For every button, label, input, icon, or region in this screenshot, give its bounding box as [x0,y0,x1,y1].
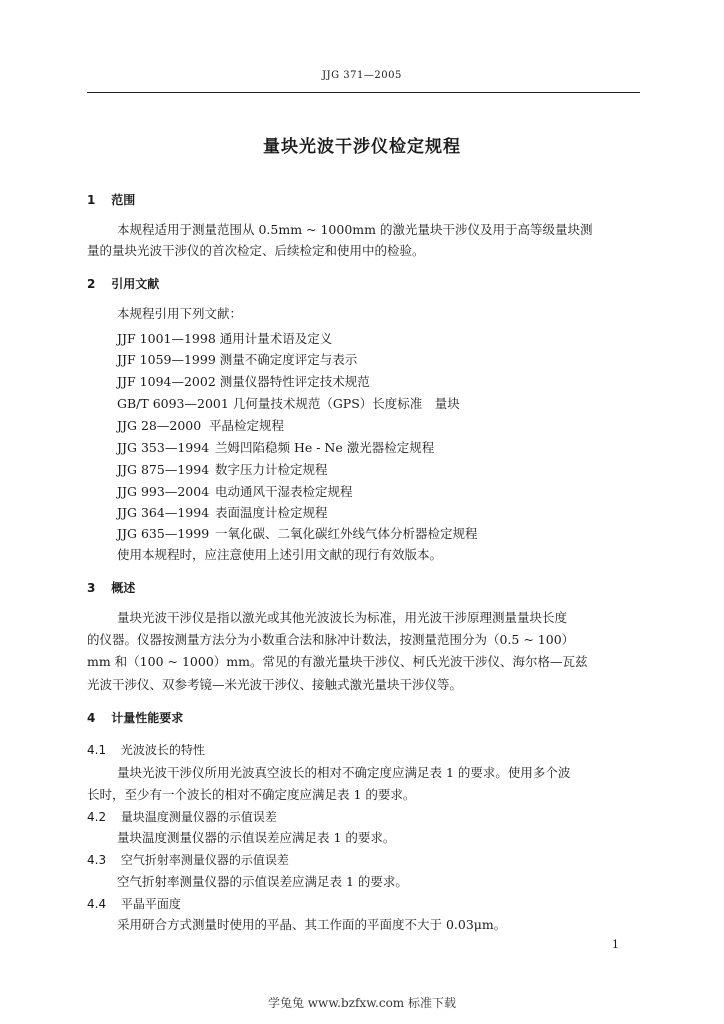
document-title: 量块光波干涉仪检定规程 [263,137,461,157]
section-3-para-line-1: 量块光波干涉仪是指以激光或其他光波波长为标准，用光波干涉原理测量量块长度 [117,610,568,625]
reference-item: JJF 1059—1999 测量不确定度评定与表示 [117,352,358,367]
reference-item: JJG 28—2000 平晶检定规程 [117,418,284,433]
reference-item: GB/T 6093—2001 几何量技术规范（GPS）长度标准 量块 [117,396,460,411]
subsection-4-1-line-1: 量块光波干涉仪所用光波真空波长的相对不确定度应满足表 1 的要求。使用多个波 [117,765,571,780]
reference-item: JJG 364—1994 表面温度计检定规程 [117,505,328,520]
reference-item: JJF 1094—2002 测量仪器特性评定技术规范 [117,374,370,389]
subsection-4-1-line-2: 长时，至少有一个波长的相对不确定度应满足表 1 的要求。 [87,787,416,802]
section-3-para-line-2: 的仪器。仪器按测量方法分为小数重合法和脉冲计数法，按测量范围分为（0.5 ~ 100） [87,632,575,647]
reference-item: JJF 1001—1998 通用计量术语及定义 [117,331,333,346]
header-code: JJG 371—2005 [322,70,402,81]
reference-item: JJG 993—2004 电动通风干湿表检定规程 [117,484,353,499]
subsection-4-3-heading: 4.3 空气折射率测量仪器的示值误差 [87,853,289,867]
reference-item: JJG 353—1994 兰姆凹陷稳频 He - Ne 激光器检定规程 [117,440,435,455]
section-3-para-line-4: 光波干涉仪、双参考镜—米光波干涉仪、接触式激光量块干涉仪等。 [87,677,463,692]
section-1-para-line-2: 量的量块光波干涉仪的首次检定、后续检定和使用中的检验。 [87,243,425,258]
section-2-heading: 2 引用文献 [87,277,160,291]
section-4-heading: 4 计量性能要求 [87,711,184,725]
subsection-4-4-heading: 4.4 平晶平面度 [87,897,181,911]
page-number: 1 [612,938,619,951]
reference-item: JJG 635—1999 一氧化碳、二氧化碳红外线气体分析器检定规程 [117,526,478,541]
section-1-heading: 1 范围 [87,193,136,207]
subsection-4-1-heading: 4.1 光波波长的特性 [87,743,205,757]
footer-watermark: 学兔兔 www.bzfxw.com 标准下载 [267,996,457,1010]
subsection-4-2-line-1: 量块温度测量仪器的示值误差应满足表 1 的要求。 [117,830,396,845]
section-2-intro: 本规程引用下列文献： [117,306,243,321]
subsection-4-3-line-1: 空气折射率测量仪器的示值误差应满足表 1 的要求。 [117,874,408,889]
section-3-para-line-3: mm 和（100 ~ 1000）mm。常见的有激光量块干涉仪、柯氏光波干涉仪、海尔格—瓦兹 [87,654,588,669]
subsection-4-4-line-1: 采用研合方式测量时使用的平晶、其工作面的平面度不大于 0.03μm。 [117,917,507,932]
header-rule [87,92,640,93]
section-2-outro: 使用本规程时，应注意使用上述引用文献的现行有效版本。 [117,547,443,562]
subsection-4-2-heading: 4.2 量块温度测量仪器的示值误差 [87,810,277,824]
reference-item: JJG 875—1994 数字压力计检定规程 [117,462,328,477]
section-3-heading: 3 概述 [87,581,136,595]
section-1-para-line-1: 本规程适用于测量范围从 0.5mm ~ 1000mm 的激光量块干涉仪及用于高等级量块测 [117,222,593,237]
